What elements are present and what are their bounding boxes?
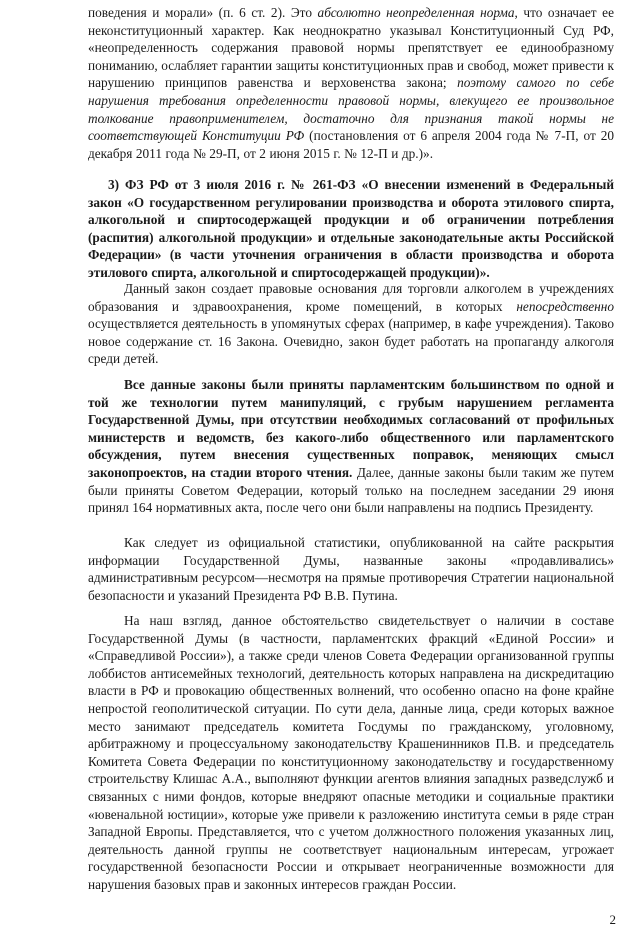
paragraph-constitutional-court-quote <box>88 4 614 162</box>
bold-run: Все данные законы были приняты парламентским большинством по одной и той же технологии путем манипуляций, с грубым нарушением регламента Государственной Думы, при отсутствии необходимых согласований от профильных министерств и ведомств, без какого-либо общественного или парламентского обсуждения, путем внесения существенных поправок, меняющих смысл законопроектов, на стадии второго чтения. <box>88 377 614 480</box>
text-run: (постановления от 6 апреля 2004 года № 7-П, от 20 декабря 2011 года № 29-П, от 2 июня 2015 г. № 12-П и др.)». <box>88 128 615 161</box>
page-number: 2 <box>609 912 616 927</box>
text-run: осуществляется деятельность в упомянутых сферах (например, в кафе учреждения). Таково новое содержание ст. 16 Закона. Очевидно, закон будет работать на пропаганду алкоголя среди детей. <box>88 316 614 367</box>
italic-run: абсолютно неопределенная норма <box>317 5 515 20</box>
text-run: , что означает ее неконституционный характер. Как неоднократно указывал Конституционный Суд РФ, «неопределенность содержания правовой нормы препятствует ее единообразному пониманию, ослабляет гарантии защиты конституционных прав и свобод, может привести к нарушению принципов равенства и верховенства закона; <box>88 5 614 91</box>
paragraph-official-statistics <box>88 534 614 604</box>
paragraph-law-261-heading <box>88 176 614 282</box>
paragraph-law-261-description <box>88 280 614 368</box>
italic-run: поэтому самого по себе нарушения требования определенности правовой нормы, влекущего ее произвольное толкование правоприменителем, достаточно для признания такой нормы не соответствующей Конституции РФ <box>88 75 614 144</box>
text-run: Данный закон создает правовые основания для торговли алкоголем в учреждениях образования и здравоохранения, кроме помещений, в которых <box>88 281 614 314</box>
paragraph-lobbyist-group <box>88 612 614 894</box>
text-run: На наш взгляд, данное обстоятельство свидетельствует о наличии в составе Государственной Думы (в частности, парламентских фракций «Единой России» и «Справедливой России»), а также среди членов Совета Федерации организованной группы лоббистов антисемейных технологий, деятельность которых направлена на дискредитацию власти в РФ и провокацию общественных волнений, что особенно опасно на фоне крайне непростой геополитической ситуации. По сути дела, данные лица, среди которых важное место занимают председатель комитета Госдумы по гражданскому, уголовному, арбитражному и процессуальному законодательству Крашенинников П.В. и председатель Комитета Совета Федерации по конституционному законодательству и государственному строительству Клишас А.А., выполняют функции агентов влияния западных разведслужб и связанных с ними фондов, которые внедряют опасные методики и социальные практики «ювенальной юстиции», которые уже привели к разложению института семьи в ряде стран Западной Европы. Представляется, что с учетом должностного положения указанных лиц, деятельность данной группы не соответствует национальным интересам, угрожает государственной безопасности России и открывает неограниченные возможности для нарушения базовых прав и законных интересов граждан России. <box>88 613 614 892</box>
text-run: Как следует из официальной статистики, опубликованной на сайте раскрытия информации Государственной Думы, названные законы «продавливались» административным ресурсом—несмотря на прямые противоречия Стратегии национальной безопасности и указаний Президента РФ В.В. Путина. <box>88 535 614 603</box>
bold-run: 3) ФЗ РФ от 3 июля 2016 г. № 261-ФЗ «О внесении изменений в Федеральный закон «О государственном регулировании производства и оборота этилового спирта, алкогольной и спиртосодержащей продукции и об ограничении потребления (распития) алкогольной продукции» и отдельные законодательные акты Российской Федерации» (в части уточнения ограничения в области производства и оборота этилового спирта, алкогольной и спиртосодержащей продукции)». <box>88 177 614 280</box>
paragraph-all-laws-adopted <box>88 376 614 517</box>
text-run: Далее, данные законы были таким же путем были приняты Советом Федерации, который только на последнем заседании 29 июня принял 164 нормативных акта, после чего они были направлены на подпись Президенту. <box>88 464 615 516</box>
italic-run: непосредственно <box>516 298 614 314</box>
text-run: поведения и морали» (п. 6 ст. 2). Это <box>88 5 318 20</box>
